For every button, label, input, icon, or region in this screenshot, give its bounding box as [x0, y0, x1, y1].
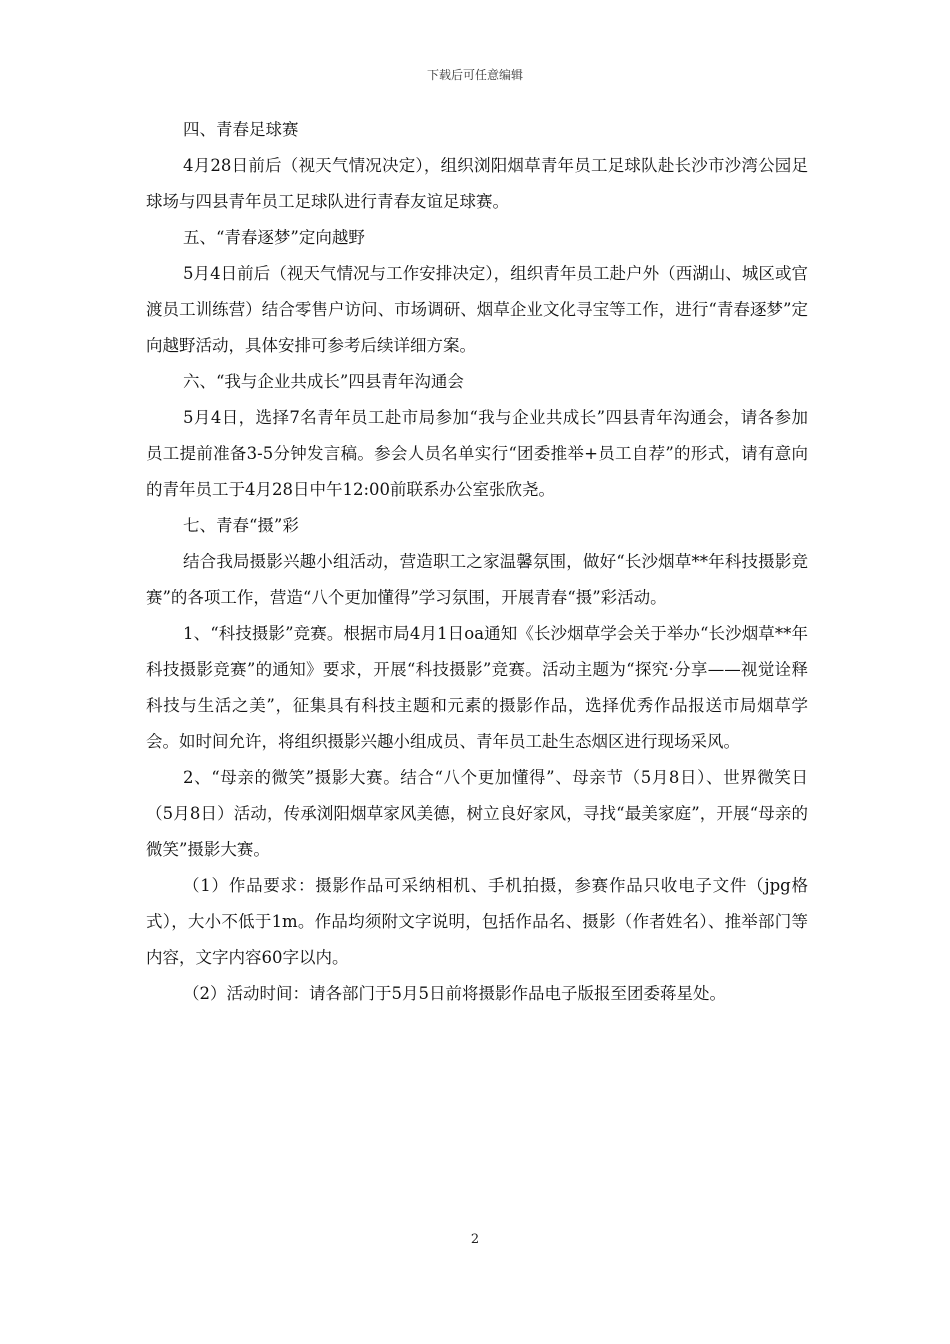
- paragraph-activity-time: （2）活动时间：请各部门于5月5日前将摄影作品电子版报至团委蒋星处。: [183, 984, 726, 1003]
- paragraph-tech-photo-contest: 1、“科技摄影”竞赛。根据市局4月1日oa通知《长沙烟草学会关于举办“长沙烟草**年科技摄影竞赛”的通知》要求，开展“科技摄影”竞赛。活动主题为“探究·分享——视觉诠释科技与生活之美”，征集具有科技主题和元素的摄影作品，选择优秀作品报送市局烟草学会。如时间允许，将组织摄影兴趣小组成员、青年员工赴生态烟区进行现场采风。: [146, 624, 808, 751]
- section-heading-orienteering: 五、“青春逐梦”定向越野: [183, 228, 365, 247]
- paragraph-football: 4月28日前后（视天气情况决定），组织浏阳烟草青年员工足球队赴长沙市沙湾公园足球场与四县青年员工足球队进行青春友谊足球赛。: [146, 156, 808, 211]
- section-heading-photography: 七、青春“摄”彩: [183, 516, 299, 535]
- section-heading-football: 四、青春足球赛: [183, 120, 299, 139]
- paragraph-orienteering: 5月4日前后（视天气情况与工作安排决定），组织青年员工赴户外（西湖山、城区或官渡员工训练营）结合零售户访问、市场调研、烟草企业文化寻宝等工作，进行“青春逐梦”定向越野活动，具体安排可参考后续详细方案。: [146, 264, 808, 355]
- paragraph-work-requirements: （1）作品要求：摄影作品可采纳相机、手机拍摄，参赛作品只收电子文件（jpg格式），大小不低于1m。作品均须附文字说明，包括作品名、摄影（作者姓名）、推举部门等内容，文字内容60字以内。: [146, 876, 808, 967]
- page-header: 下载后可任意编辑: [426, 68, 523, 82]
- paragraph-mother-smile-contest: 2、“母亲的微笑”摄影大赛。结合“八个更加懂得”、母亲节（5月8日）、世界微笑日（5月8日）活动，传承浏阳烟草家风美德，树立良好家风，寻找“最美家庭”，开展“母亲的微笑”摄影大赛。: [146, 768, 808, 859]
- page-number: 2: [470, 1232, 480, 1247]
- paragraph-youth-meeting: 5月4日，选择7名青年员工赴市局参加“我与企业共成长”四县青年沟通会，请各参加员工提前准备3-5分钟发言稿。参会人员名单实行“团委推举+员工自荐”的形式，请有意向的青年员工于4月28日中午12:00前联系办公室张欣尧。: [146, 408, 808, 499]
- section-heading-youth-meeting: 六、“我与企业共成长”四县青年沟通会: [183, 372, 464, 391]
- paragraph-photography-intro: 结合我局摄影兴趣小组活动，营造职工之家温馨氛围，做好“长沙烟草**年科技摄影竞赛”的各项工作，营造“八个更加懂得”学习氛围，开展青春“摄”彩活动。: [146, 552, 808, 607]
- document-body: [146, 112, 808, 1012]
